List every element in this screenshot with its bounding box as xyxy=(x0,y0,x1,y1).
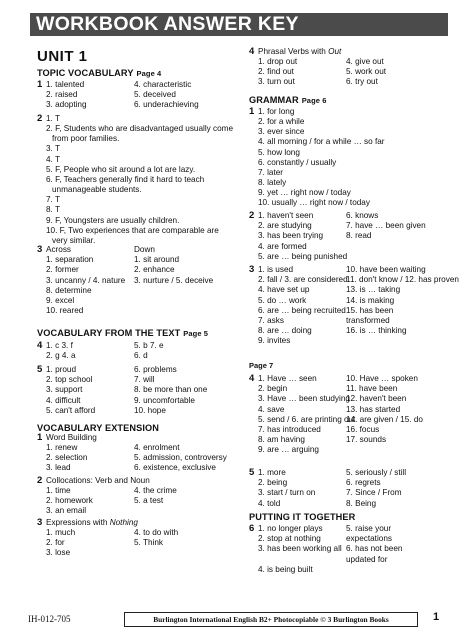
answer-left: 5. are … being punished xyxy=(258,251,348,261)
answer-left: 3. Have … been studying xyxy=(258,394,350,404)
answer-right: 14. are given / 15. do xyxy=(346,414,423,424)
answer-left: 1. no longer plays xyxy=(258,524,323,533)
answer-item: 9. F, Youngsters are usually children. xyxy=(46,215,180,225)
answer-row xyxy=(258,468,448,478)
answer-row xyxy=(258,316,448,326)
answer-row xyxy=(258,306,448,316)
answer-left: 1. haven't seen xyxy=(258,211,314,220)
answer-left: 3. has been trying xyxy=(258,231,324,241)
answer-row xyxy=(46,351,236,361)
answer-left: 2. for xyxy=(46,538,65,548)
answer-row xyxy=(46,463,236,473)
answer-right: 4. characteristic xyxy=(134,80,192,89)
answer-left: 9. invites xyxy=(258,336,291,346)
answer-left: 2. selection xyxy=(46,453,88,463)
answer-left: 1. time xyxy=(46,486,71,495)
answer-row xyxy=(46,453,236,463)
answer-right: 6. underachieving xyxy=(134,100,199,110)
answer-left: 3. has been working all xyxy=(258,544,342,554)
answer-right: 4. the crime xyxy=(134,486,177,495)
answer-left: 9. are … arguing xyxy=(258,445,319,455)
answer-right: 9. uncomfortable xyxy=(134,395,195,405)
answer-left: 6. are … being recruited xyxy=(258,305,346,315)
page-marker-7: Page 7 xyxy=(249,361,274,370)
document-code: IH-012-705 xyxy=(28,614,71,624)
answer-row xyxy=(258,544,448,554)
page-number: 1 xyxy=(433,611,440,623)
answer-row xyxy=(46,80,236,90)
answer-row xyxy=(258,565,448,575)
answer-right: 5. raise your xyxy=(346,524,392,533)
answer-item: 9. yet … right now / today xyxy=(258,188,351,198)
answer-row xyxy=(46,528,236,538)
answer-row xyxy=(258,415,448,425)
answer-item: 8. lately xyxy=(258,178,287,188)
answer-left: 3. start / turn on xyxy=(258,488,316,498)
answer-row xyxy=(46,506,236,516)
answer-row xyxy=(46,365,236,375)
answer-right: 5. Think xyxy=(134,538,163,548)
answer-row xyxy=(258,242,448,252)
left-column: UNIT 1 TOPIC VOCABULARY Page 4 1 1. talented 4. characteristic 2. raised 5. deceived 3. adopting 6. underachieving 2 1. T 2. F, Students who are disadvantaged usually come from poor families. 3. T 4. T 5. F, People who sit around a lot are lazy. 6. F, Teachers generally find it hard to teach unmanageable students. 7. T 8. T 9. F, Youngsters are usually children. 10. F, Two experiences that are comparable are very similar. 3 Across Down 1. separation 1. sit around 2. former 2. enhance 3. uncanny / 4. nature 3. nurture / 5. deceive 8. determine 9. excel 10. reared VOCABULARY FROM THE TEXT Page 5 4 1. c 3. f 5. b 7. e 2. g 4. a 6. d 5 1. proud 6. problems 2. top school 7. will 3. support 8. be more than one 4. difficult 9. uncomfortable 5. can't afford 10. hope VOCABULARY EXTENSION 1 Word Building 1. renew 4. enrolment 2. selection 5. admission, controversy 3. lead 6. existence, exclusive 2 Collocations: Verb and Noun 1. time 4. the crime 2. homework 5. a test 3. an email 3 Expressions with Nothing 1. much 4. to do with 2. for 5. Think 3. lose xyxy=(37,0,237,632)
answer-rows xyxy=(258,211,448,262)
answer-left: 3. uncanny / 4. nature xyxy=(46,275,126,285)
answer-right: 5. seriously / still xyxy=(346,468,407,477)
answer-row xyxy=(46,406,236,416)
answer-left: 2. find out xyxy=(258,67,294,77)
extension-title-nothing: Expressions with Nothing xyxy=(46,518,138,527)
right-column: 4 Phrasal Verbs with Out 1. drop out 4. give out 2. find out 5. work out 3. turn out 6. try out GRAMMAR Page 6 1 1. for long 2. for a while 3. ever since 4. all morning / for a while … so far 5. how long 6. constantly / usually 7. later 8. lately 9. yet … right now / today 10. usually … right now / today 2 1. haven't seen 6. knows 2. are studying 7. have … been given 3. has been trying 8. read 4. are formed 5. are … being punished 3 1. is used 10. have been waiting 2. fall / 3. are considered 11. don't know / 12. has proven 4. have set up 13. is … taking 5. do … work 14. is making 6. are … being recruited 15. has been 7. asks transformed 8. are … doing 16. is … thinking 9. invites Page 7 4 1. Have … seen 10. Have … spoken 2. begin 11. have been 3. Have … been studying 12. haven't been 4. save 13. has started 5. send / 6. are printing out 14. are given / 15. do 7. has introduced 16. focus 8. am having 17. sounds 9. are … arguing 5 1. more 5. seriously / still 2. being 6. regrets 3. start / turn on 7. Since / From 4. told 8. Being PUTTING IT TOGETHER 6 1. no longer plays 5. raise your 2. stop at nothing expectations 3. has been working all 6. has not been updated for 4. is being built xyxy=(249,46,459,574)
answer-item: 5. how long xyxy=(258,147,300,157)
answer-left: 1. drop out xyxy=(258,57,298,66)
answer-row xyxy=(46,496,236,506)
answer-rows xyxy=(46,443,236,474)
answer-right: 6. existence, exclusive xyxy=(134,463,216,473)
answer-left: 4. told xyxy=(258,498,281,508)
answer-item: 6. F, Teachers generally find it hard to teach unmanageable students. xyxy=(46,174,205,195)
answer-row xyxy=(258,394,448,404)
answer-row xyxy=(46,276,236,286)
answer-right: 13. is … taking xyxy=(346,285,401,295)
answer-row xyxy=(258,478,448,488)
answer-row xyxy=(258,499,448,509)
answer-left: 8. are … doing xyxy=(258,326,312,336)
answer-row xyxy=(258,555,448,565)
answer-left: 3. turn out xyxy=(258,77,295,87)
answer-row xyxy=(46,486,236,496)
answer-right: 6. problems xyxy=(134,365,177,374)
answer-row xyxy=(258,77,448,87)
answer-right: 7. will xyxy=(134,375,155,385)
answer-left: 8. determine xyxy=(46,285,92,295)
answer-right: 15. has been xyxy=(346,305,394,315)
answer-left: 1. Have … seen xyxy=(258,374,317,383)
answer-left: 2. g 4. a xyxy=(46,351,76,361)
footer-credit-bar xyxy=(124,612,418,627)
answer-left: 3. lose xyxy=(46,548,71,558)
answer-left: 2. fall / 3. are considered xyxy=(258,275,348,285)
answer-right: expectations xyxy=(346,534,392,544)
answer-left: 7. has introduced xyxy=(258,424,321,434)
answer-item: 3. ever since xyxy=(258,127,305,137)
answer-left: 7. asks xyxy=(258,315,284,325)
section-heading-putting-it-together: PUTTING IT TOGETHER xyxy=(249,512,356,522)
answer-right: 7. Since / From xyxy=(346,488,402,498)
answer-row xyxy=(46,286,236,296)
answer-left: 1. more xyxy=(258,468,286,477)
answer-left: 4. is being built xyxy=(258,564,313,574)
answer-right: 4. give out xyxy=(346,57,384,66)
answer-left: 2. are studying xyxy=(258,221,312,231)
answer-rows xyxy=(258,468,448,509)
answer-right: 6. knows xyxy=(346,211,379,220)
answer-left: 2. begin xyxy=(258,384,288,394)
answer-rows xyxy=(258,524,448,575)
answer-left: 2. top school xyxy=(46,375,93,385)
answer-right: 7. have … been given xyxy=(346,221,426,231)
phrasal-title: Phrasal Verbs with Out xyxy=(258,47,342,56)
answer-item: 1. for long xyxy=(258,107,295,116)
answer-left: 2. being xyxy=(258,478,288,488)
answer-right: 11. have been xyxy=(346,384,398,394)
answer-row xyxy=(46,538,236,548)
answer-item: 5. F, People who sit around a lot are lazy. xyxy=(46,164,196,174)
section-heading-grammar: GRAMMAR Page 6 xyxy=(249,95,327,105)
section-heading-vocabulary-from-text: VOCABULARY FROM THE TEXT Page 5 xyxy=(37,328,209,338)
answer-row xyxy=(258,384,448,394)
footer-credit: Burlington International English B2+ Photocopiable © 3 Burlington Books xyxy=(153,615,389,624)
answer-row xyxy=(258,534,448,544)
answer-item: 3. T xyxy=(46,144,60,154)
answer-left: 5. can't afford xyxy=(46,405,96,415)
answer-left: 4. are formed xyxy=(258,241,307,251)
answer-right: 2. enhance xyxy=(134,265,175,275)
answer-left: 4. save xyxy=(258,404,285,414)
answer-right: 10. Have … spoken xyxy=(346,374,418,383)
answer-row xyxy=(258,435,448,445)
answer-right: 5. work out xyxy=(346,67,387,77)
answer-item: 10. usually … right now / today xyxy=(258,198,370,208)
section-heading-topic-vocabulary: TOPIC VOCABULARY Page 4 xyxy=(37,68,162,78)
answer-item: 4. all morning / for a while … so far xyxy=(258,137,385,147)
answer-row xyxy=(258,231,448,241)
answer-right: 6. d xyxy=(134,351,148,361)
answer-left: 8. am having xyxy=(258,435,305,445)
answer-item: 4. T xyxy=(46,154,60,164)
answer-right: transformed xyxy=(346,315,390,325)
answer-right: 11. don't know / 12. has proven xyxy=(346,275,459,285)
answer-left: 1. much xyxy=(46,528,76,537)
answer-left: 2. homework xyxy=(46,496,93,506)
answer-rows xyxy=(258,374,448,456)
answer-row xyxy=(258,221,448,231)
answer-item: 7. later xyxy=(258,167,284,177)
answer-row xyxy=(258,67,448,77)
answer-left: 1. is used xyxy=(258,265,294,274)
answer-left: 1. talented xyxy=(46,80,85,89)
answer-row xyxy=(46,443,236,453)
answer-right: 13. has started xyxy=(346,404,401,414)
answer-row xyxy=(258,405,448,415)
answer-row xyxy=(258,425,448,435)
unit-heading: UNIT 1 xyxy=(37,48,88,65)
answer-rows xyxy=(46,80,236,111)
answer-right: 8. be more than one xyxy=(134,385,208,395)
section-heading-vocabulary-extension: VOCABULARY EXTENSION xyxy=(37,423,159,433)
answer-right: 5. admission, controversy xyxy=(134,453,227,463)
answer-row xyxy=(258,524,448,534)
crossword-answers: Across Down 1. separation 1. sit around 2. former 2. enhance 3. uncanny / 4. nature 3. nurture / 5. deceive 8. determine 9. excel 10. reared xyxy=(46,245,236,316)
answer-left: 1. proud xyxy=(46,365,77,374)
answer-rows xyxy=(46,486,236,517)
answer-right: 6. try out xyxy=(346,77,378,87)
answer-item: 1. T xyxy=(46,114,60,123)
answer-row xyxy=(46,375,236,385)
answer-right: 16. focus xyxy=(346,424,380,434)
answer-row xyxy=(46,385,236,395)
answer-item: 8. T xyxy=(46,205,60,215)
answer-row xyxy=(258,374,448,384)
answer-list xyxy=(258,107,448,209)
answer-row xyxy=(258,252,448,262)
answer-item: 2. F, Students who are disadvantaged usually come from poor families. xyxy=(46,124,234,144)
answer-left: 2. stop at nothing xyxy=(258,534,321,544)
answer-row xyxy=(258,211,448,221)
answer-right: 8. read xyxy=(346,231,372,241)
answer-list xyxy=(46,114,236,246)
answer-left: 9. excel xyxy=(46,295,75,305)
answer-row xyxy=(258,285,448,295)
answer-row xyxy=(46,341,236,351)
answer-right: 14. is making xyxy=(346,295,395,305)
answer-left: 2. raised xyxy=(46,90,78,100)
answer-rows xyxy=(46,365,236,416)
answer-right: 6. has not been xyxy=(346,544,403,554)
answer-right: 16. is … thinking xyxy=(346,326,407,336)
answer-left: 3. an email xyxy=(46,506,87,516)
answer-rows xyxy=(46,341,236,361)
answer-right: 4. to do with xyxy=(134,528,179,537)
answer-left: 3. lead xyxy=(46,463,71,473)
answer-right: 4. enrolment xyxy=(134,443,180,452)
answer-item: 6. constantly / usually xyxy=(258,157,337,167)
answer-item: 2. for a while xyxy=(258,117,305,127)
answer-left: 1. c 3. f xyxy=(46,341,73,350)
answer-row xyxy=(46,296,236,306)
answer-row xyxy=(46,90,236,100)
answer-right: 12. haven't been xyxy=(346,394,407,404)
answer-right: 10. hope xyxy=(134,405,166,415)
answer-right: 3. nurture / 5. deceive xyxy=(134,275,214,285)
answer-row xyxy=(258,488,448,498)
page-title: WORKBOOK ANSWER KEY xyxy=(36,13,299,35)
answer-right: 17. sounds xyxy=(346,435,387,445)
answer-item: 10. F, Two experiences that are comparable are very similar. xyxy=(46,225,219,245)
answer-row xyxy=(258,336,448,346)
answer-left: 3. adopting xyxy=(46,100,87,110)
answer-row xyxy=(258,296,448,306)
answer-row xyxy=(46,265,236,275)
answer-rows xyxy=(46,528,236,559)
answer-row xyxy=(258,326,448,336)
answer-row xyxy=(46,306,236,316)
answer-row xyxy=(46,548,236,558)
answer-row xyxy=(258,57,448,67)
answer-left: 5. do … work xyxy=(258,295,307,305)
answer-rows xyxy=(258,57,448,88)
answer-item: 7. T xyxy=(46,195,60,205)
answer-right: updated for xyxy=(346,554,388,564)
answer-left: 10. reared xyxy=(46,306,84,316)
answer-right: 10. have been waiting xyxy=(346,265,426,274)
answer-right: 8. Being xyxy=(346,498,377,508)
answer-row xyxy=(258,275,459,285)
answer-row xyxy=(46,255,236,265)
answer-left: 2. former xyxy=(46,265,79,275)
answer-row xyxy=(46,100,236,110)
answer-row xyxy=(258,265,448,275)
answer-rows xyxy=(258,265,459,347)
answer-right: 5. a test xyxy=(134,496,164,506)
answer-right: 6. regrets xyxy=(346,478,381,488)
answer-left: 4. have set up xyxy=(258,285,310,295)
answer-left: 3. support xyxy=(46,385,83,395)
answer-left: 4. difficult xyxy=(46,395,81,405)
answer-right: 1. sit around xyxy=(134,255,180,265)
answer-right: 5. b 7. e xyxy=(134,341,164,350)
answer-left: 1. separation xyxy=(46,255,94,265)
answer-row xyxy=(46,396,236,406)
answer-row xyxy=(258,445,448,455)
answer-right: 5. deceived xyxy=(134,90,176,100)
answer-left: 1. renew xyxy=(46,443,78,452)
answer-left: 5. send / 6. are printing out xyxy=(258,414,356,424)
